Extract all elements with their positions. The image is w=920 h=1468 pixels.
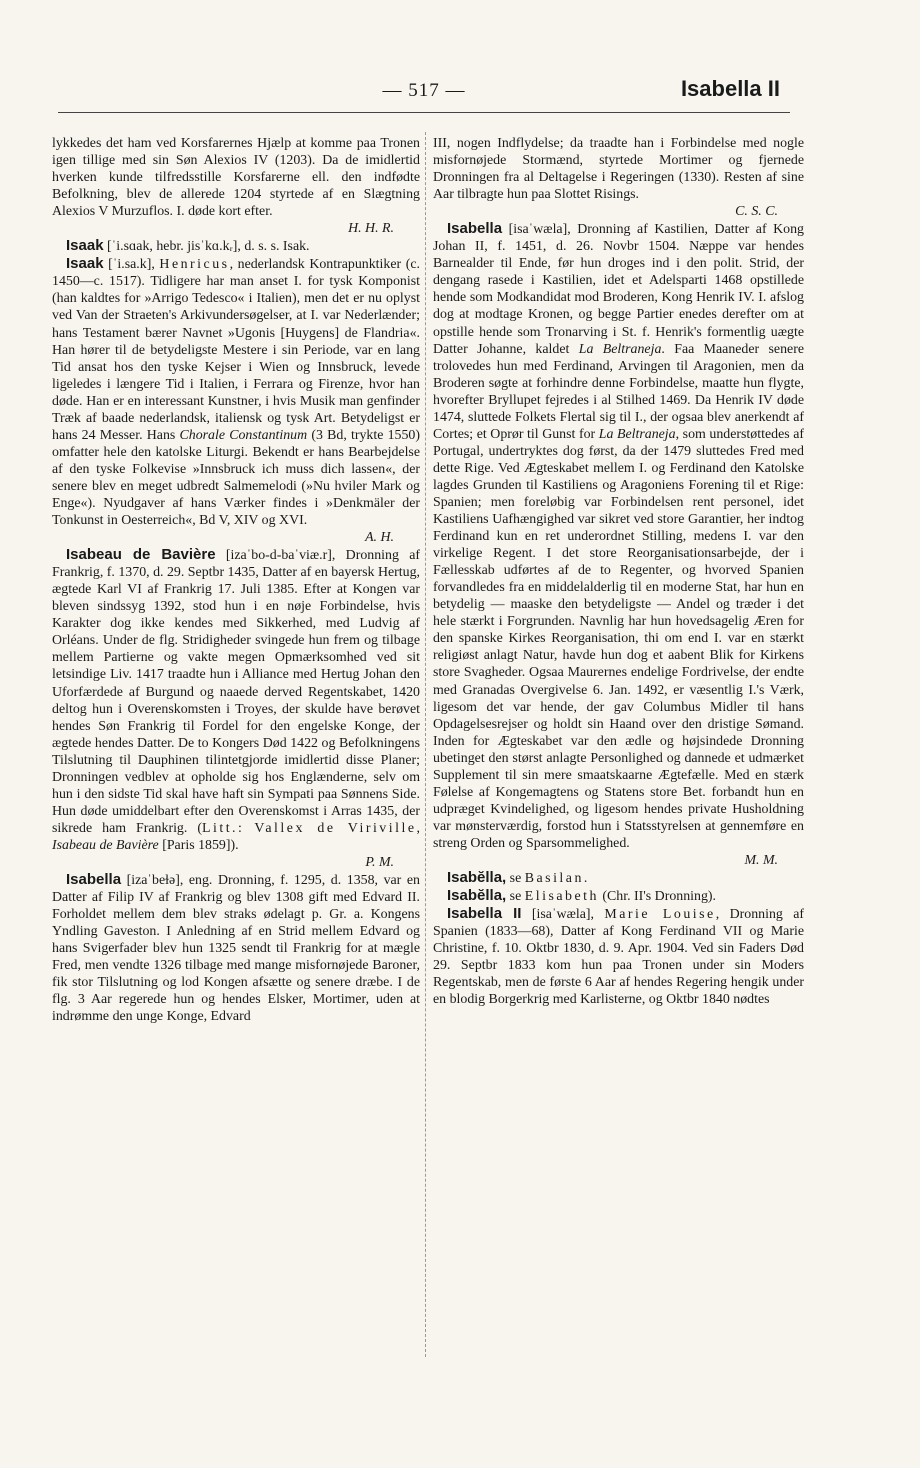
- author-signature: A. H.: [365, 530, 394, 546]
- entry-isabella-basilan: [433, 869, 804, 887]
- pronunciation: [ˈi.sa.k],: [103, 257, 160, 273]
- cross-reference: Elisabeth: [524, 889, 599, 905]
- headword: Isaak: [66, 237, 104, 255]
- author-signature: P. M.: [365, 854, 394, 870]
- headword: Isabĕlla,: [447, 869, 507, 887]
- pronunciation: [isaˈwæla],: [521, 907, 605, 923]
- entry-text: , Dronning af Spanien (1833—68), Datter af Kong Ferdinand VII og Marie Christine, f. 10. Oktbr 1830, d. 9. Apr. 1904. Ved sin Faders Død 29. Septbr 1833 kom hun paa Tronen under sin Moders Regentskab, men de første 6 Aar af hendes Regering hengik under en blodig Borgerkrig med Karlisterne, og Oktbr 1840 nødtes: [433, 907, 805, 1008]
- headword: Isabĕlla,: [447, 887, 507, 905]
- cross-reference: Basilan: [524, 871, 584, 887]
- entry-text: III, nogen Indflydelse; da traadte han i Forbindelse med nogle misfornøjede Stormænd, styrtede Mortimer og fjernede Dronningen fra al Deltagelse i Regeringen (1330). Resten af sine Aar tilbragte hun paa Slottet Risings.: [433, 136, 804, 203]
- entry-isaak-1: [52, 237, 420, 255]
- right-column: [433, 135, 804, 1008]
- entry-text: [ˈi.sɑak, hebr. jisˈkɑ.kᵣ], d. s. s. Isak.: [103, 239, 310, 255]
- given-name: Henricus: [159, 257, 230, 273]
- header-rule: [58, 112, 790, 113]
- page-number: — 517 —: [382, 80, 466, 101]
- entry-isabella-elisabeth: [433, 887, 804, 905]
- entry-text: lykkedes det ham ved Korsfarernes Hjælp at komme paa Tronen igen tillige med sin Søn Alexios IV (1203). Da de imidlertid hverken kunde tilfredsstille Korsfarerne ell. den indfødte Befolkning, blev de allerede 1204 styrtede af en Slægtning Alexios V Murzuflos. I. døde kort efter.: [52, 136, 420, 220]
- given-name: Marie Louise: [604, 907, 716, 923]
- entry-text: [izaˈbeɫə], eng. Dronning, f. 1295, d. 1358, var en Datter af Filip IV af Frankrig og blev 1308 gift med Edvard II. Forholdet mellem dem blev straks ødelagt p. Gr. a. Kongens Yndling Gaveston. I Anledning af en Strid mellem Edvard og hans Svigerfader blev hun 1325 sendt til Frankrig for at mægle Fred, men vendte 1326 tilbage med mange misfornøjede Baroner, fik stor Tilslutning og lod Kongen afsætte og senere dræbe. I de flg. 3 Aar regerede hun og hendes Elsker, Mortimer, uden at indrømme den unge Konge, Edvard: [52, 873, 420, 1025]
- entry-text: .: [583, 871, 588, 887]
- entry-isabella-ii: [433, 905, 804, 1008]
- entry-text: se: [506, 871, 525, 887]
- entry-text: (Chr. II's Dronning).: [598, 889, 717, 905]
- name-italic: La Beltraneja: [578, 341, 662, 357]
- entry-text: , som understøttedes af Portugal, undertryktes dog først, da der 1479 sluttedes Fred med dette Rige. Ved Ægteskabet mellem I. og Ferdinand den Katolske lagdes Grunden til Kastiliens og Aragoniens Forening til et Rige: Spanien; men foreløbig var Forbindelsen rent personel, idet Kastiliens Uafhængighed var sikret ved store Garantier, her indtog Ferdinand kun en ret underordnet Stilling, medens I. var den virkelige Regent. I det store Reorganisationsarbejde, der i Fællesskab udførtes af de to Regenter, og hvorved Spanien forvandledes fra en middelalderlig til en moderne Stat, har hun en betydelig — maaske den betydeligste — Andel og træder i det hele stærkt i Forgrunden. Navnlig har hun hovedsagelig Æren for den spanske Kirkes Reorganisation, thi om end I. var en stærkt religiøst anlagt Natur, havde hun dog et aabent Blik for Kirkens store Svagheder. Ogsaa Maurernes endelige Fordrivelse, der endte med Granadas Overgivelse 6. Jan. 1492, er væsentlig I.'s Værk, ligesom det var hende, der gav Columbus Midler til hans Opdagelsesrejser og holdt sin Haand over den dristige Sømand. Inden for Ægteskabet var den ædle og højsindede Dronning ubetinget den størst anlagte Personlighed og dannede et udmærket Supplement til sin mere smaatskaarne Ægtefælle. Med en stærk Følelse af Kongemagtens og Statens store Bet. forbandt hun en udpræget Kvindelighed, og ligesom hendes private Husholdning var mønsterværdig, forstod hun i Statsstyrelsen at gennemføre en streng Orden og Sparsommelighed.: [433, 426, 805, 851]
- entry-text: (3 Bd, trykte 1550) omfatter hele den katolske Liturgi. Bekendt er hans Bearbejdelse af den tyske Folkevise »Innsbruck ich muss dich lassen«, der senere blev en meget udbredt Salmemelodi (»Nu hviler Mark og Enge«). Nyudgaver af hans Værker findes i »Denkmäler der Tonkunst in Oesterreich«, Bd V, XIV og XVI.: [52, 427, 420, 529]
- entry-text: , nederlandsk Kontrapunktiker (c. 1450—c. 1517). Tidligere har man anset I. for tysk Komponist (han kaldtes for »Arrigo Tedesco« i Italien), men det er nu oplyst ved Van der Straeten's Arkivundersøgelser, at I. var Nederlænder; hans Testament bærer Navnet »Ugonis [Huygens] de Flandria«. Han hører til de betydeligste Mestere i sin Periode, var en lang Tid ansat hos den tyske Kejser i Wien og Innsbruck, levede ligeledes i længere Tid i Italien, i Ferrara og Firenze, hvor han døde. Han er en interessant Kunstner, i hvis Musik man genfinder Træk af baade nederlandsk, italiensk og tysk Art. Betydeligst er hans 24 Messer. Hans: [52, 257, 420, 443]
- reference-author: Vallex de Viriville: [254, 820, 417, 836]
- author-signature: C. S. C.: [735, 204, 778, 220]
- headword: Isabella: [66, 871, 122, 889]
- name-italic: La Beltraneja: [598, 426, 676, 442]
- work-title: Chorale Constantinum: [179, 427, 308, 443]
- continued-entry: [52, 135, 420, 237]
- running-head: Isabella II: [680, 76, 780, 101]
- entry-isaak-2: [52, 255, 420, 546]
- column-divider: [425, 132, 426, 1357]
- separator: ,: [416, 820, 420, 836]
- headword: Isabeau de Bavière: [66, 546, 216, 564]
- page-header: [52, 76, 796, 110]
- entry-isabeau: [52, 546, 420, 871]
- entry-text: [izaˈbo-d-baˈviæ.r], Dronning af Frankrig, f. 1370, d. 29. Septbr 1435, Datter af en bayersk Hertug, ægtede Karl VI af Frankrig 17. Juli 1385. Efter at Kongen var bleven sindssyg 1392, stod hun i en nøje Forbindelse, hvis Karakter dog ikke kendes med Sikkerhed, med Ludvig af Orléans. Under de flg. Stridigheder svingede hun frem og tilbage mellem Partierne og vakte megen Opmærksomhed ved sit letsindige Liv. 1417 traadte hun i Alliance med Hertug Johan den Uforfærdede af Burgund og naaede derved Regentskabet, 1420 deltog hun i Overenskomsten i Troyes, der skulde have berøvet hendes Søn Frankrig til Fordel for den engelske Konge, der ægtede hendes Datter. De to Kongers Død 1422 og Befolkningens Tilslutning til Dauphinen tilintetgjorde imidlertid disse Planer; Dronningen vedblev at opholde sig hos Englænderne, selv om hun i den sidste Tid skal have haft sin Sympati paa Sønnens Side. Hun døde umiddelbart efter den Overenskomst i Arras 1435, der sikrede ham Frankrig. (: [52, 548, 421, 836]
- continued-entry: [433, 135, 804, 220]
- work-title: Isabeau de Bavière: [52, 837, 159, 853]
- literature-label: Litt.:: [201, 820, 245, 836]
- entry-text: . Faa Maaneder senere trolovedes hun med Ferdinand, Arvingen til Aragonien, men da Broderen søgte at forhindre denne Forbindelse, maatte hun flygte, hvorefter Bryllupet fejredes i al Stilhed 1469. Da Henrik IV døde 1474, sluttede Folkets Flertal sig til I., der ogsaa blev anerkendt af Cortes; et Oprør til Gunst for: [433, 341, 804, 442]
- entry-isabella-england: [52, 871, 420, 1025]
- headword: Isaak: [66, 255, 104, 273]
- author-signature: M. M.: [744, 852, 778, 868]
- entry-text: [isaˈwæla], Dronning af Kastilien, Datter af Kong Johan II, f. 1451, d. 26. Novbr 1504. Næppe var hendes Barnealder til Ende, før hun droges ind i den polit. Strid, der dengang rasede i Kastilien, idet et Adelsparti 1468 opstillede hende som Modkandidat mod Broderen, Kong Henrik IV. I. afslog dog at modtage Kronen, og begge Partier enedes derefter om at opstille hende som Tronarving i St. f. Henrik's formentlig uægte Datter Johanne, kaldet: [433, 222, 804, 357]
- entry-isabella-castile: [433, 220, 804, 869]
- headword: Isabella II: [447, 905, 522, 923]
- headword: Isabella: [447, 220, 503, 238]
- entry-text: [Paris 1859]).: [158, 837, 239, 853]
- entry-text: se: [506, 889, 525, 905]
- left-column: [52, 135, 420, 1025]
- author-signature: H. H. R.: [348, 221, 394, 237]
